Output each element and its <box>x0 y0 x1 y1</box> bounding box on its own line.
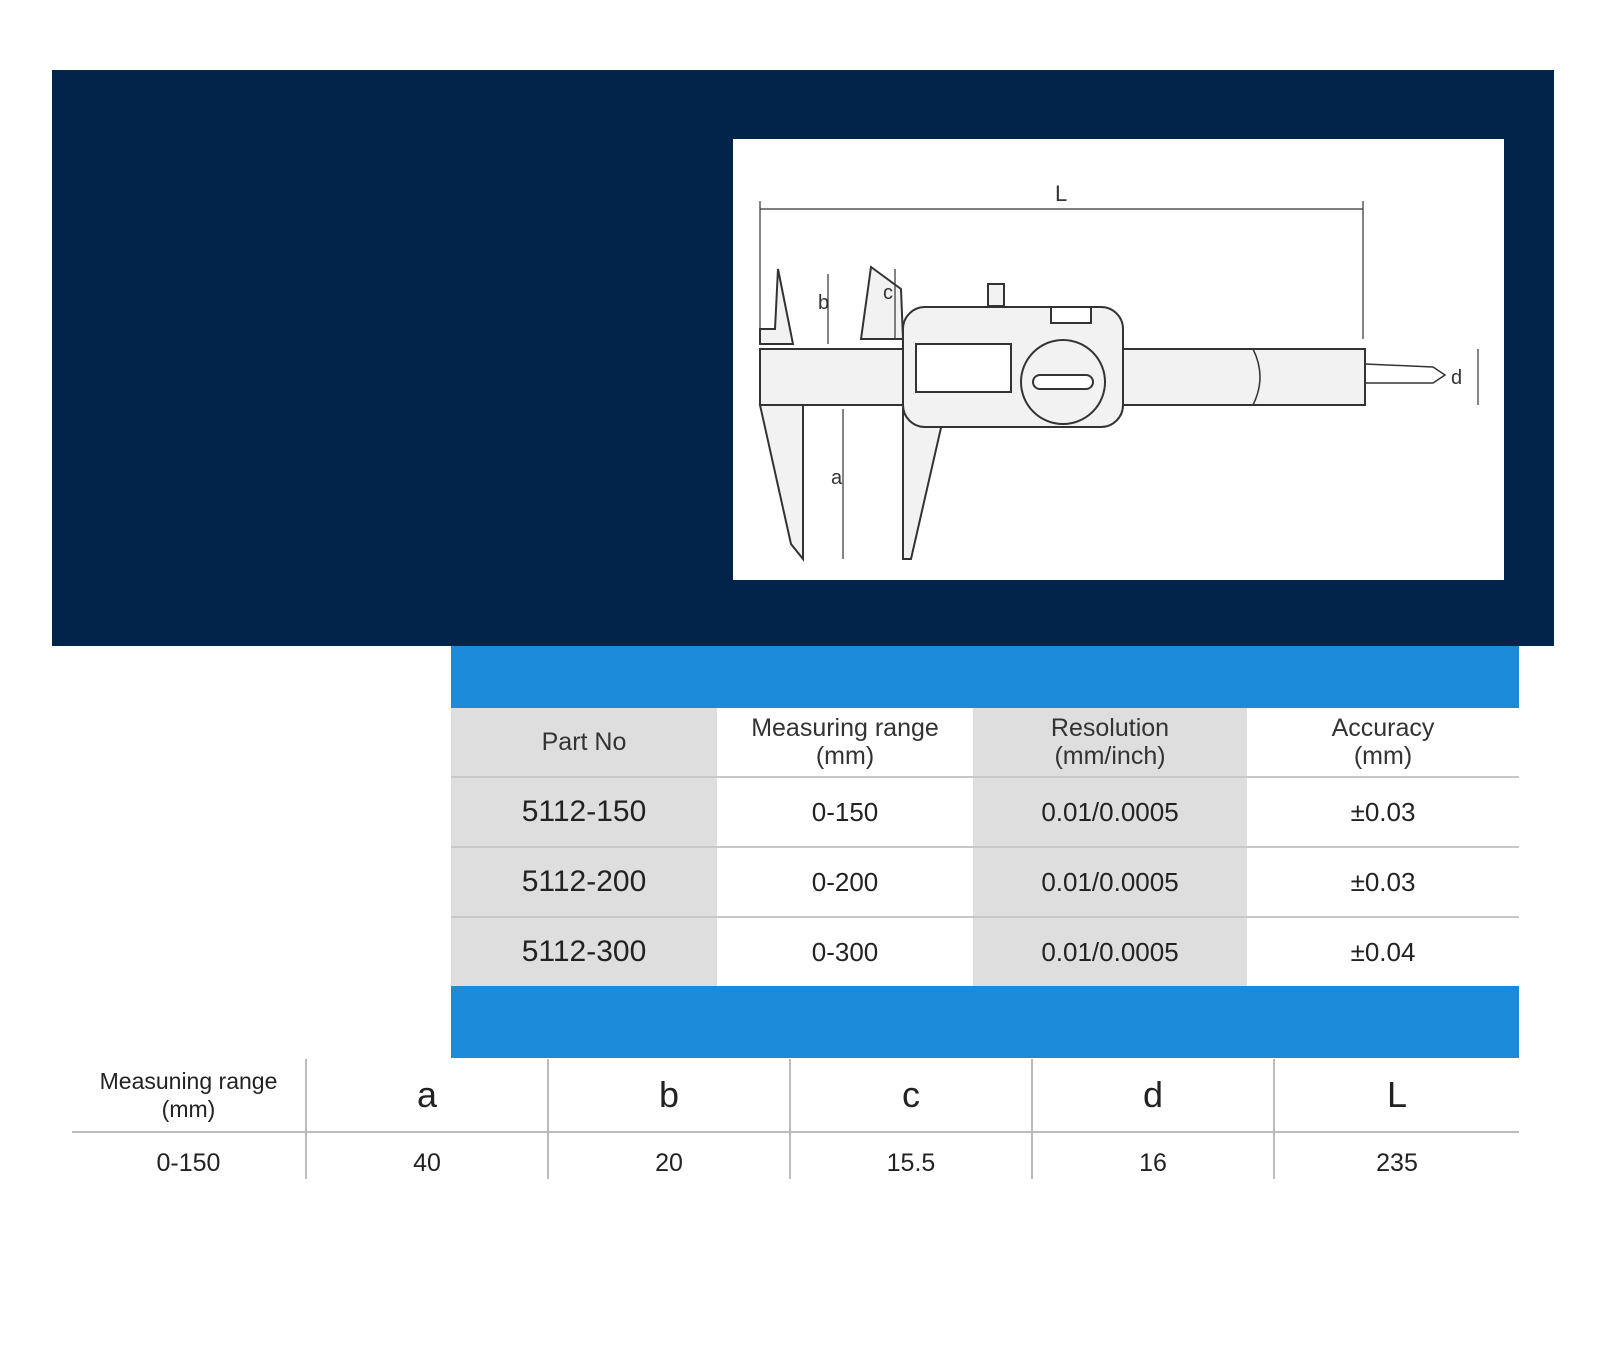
table-row <box>451 917 1519 986</box>
cell-part-no: 5112-150 <box>451 777 717 847</box>
table-row <box>72 1132 1519 1179</box>
cell-accuracy: ±0.03 <box>1247 777 1519 847</box>
header-measuring-range: Measuning range (mm) <box>72 1059 306 1132</box>
cell-part-no: 5112-300 <box>451 917 717 986</box>
label-d: d <box>1451 367 1463 389</box>
table-top-bar <box>451 646 1519 708</box>
cell-L: 235 <box>1376 1149 1418 1177</box>
dimensions-table <box>72 1059 1519 1179</box>
cell-d: 16 <box>1032 1132 1274 1179</box>
cell-range: 0-300 <box>811 936 879 967</box>
cell-resolution: 0.01/0.0005 <box>973 917 1247 986</box>
dims-header-row <box>72 1059 1519 1132</box>
header-L: L <box>1274 1059 1519 1132</box>
table-row <box>451 777 1519 847</box>
cell-c: 15.5 <box>790 1132 1032 1179</box>
header-accuracy: Accuracy (mm) <box>1247 708 1519 777</box>
caliper-drawing <box>733 139 1504 580</box>
cell-b: 20 <box>548 1132 790 1179</box>
cell-resolution: 0.01/0.0005 <box>973 777 1247 847</box>
caliper-diagram <box>733 139 1504 580</box>
header-a: a <box>306 1059 548 1132</box>
cell-a: 40 <box>306 1132 548 1179</box>
table-row <box>451 847 1519 917</box>
table-bottom-bar <box>451 986 1519 1058</box>
cell-range: 0-200 <box>717 847 973 917</box>
header-c: c <box>790 1059 1032 1132</box>
spec-header-row <box>451 708 1519 777</box>
cell-range: 0-150 <box>717 777 973 847</box>
label-L: L <box>1055 181 1068 206</box>
spec-table <box>451 708 1519 986</box>
header-resolution: Resolution (mm/inch) <box>973 708 1247 777</box>
cell-accuracy: ±0.03 <box>1247 847 1519 917</box>
header-measuring-range: Measuring range (mm) <box>717 708 973 777</box>
cell-part-no: 5112-200 <box>451 847 717 917</box>
header-d: d <box>1032 1059 1274 1132</box>
cell-range: 0-150 <box>72 1132 306 1179</box>
cell-resolution: 0.01/0.0005 <box>973 847 1247 917</box>
cell-accuracy: ±0.04 <box>1350 936 1416 967</box>
header-b: b <box>548 1059 790 1132</box>
header-part-no: Part No <box>451 708 717 777</box>
label-b: b <box>818 292 830 314</box>
label-c: c <box>883 282 893 304</box>
label-a: a <box>831 467 843 489</box>
